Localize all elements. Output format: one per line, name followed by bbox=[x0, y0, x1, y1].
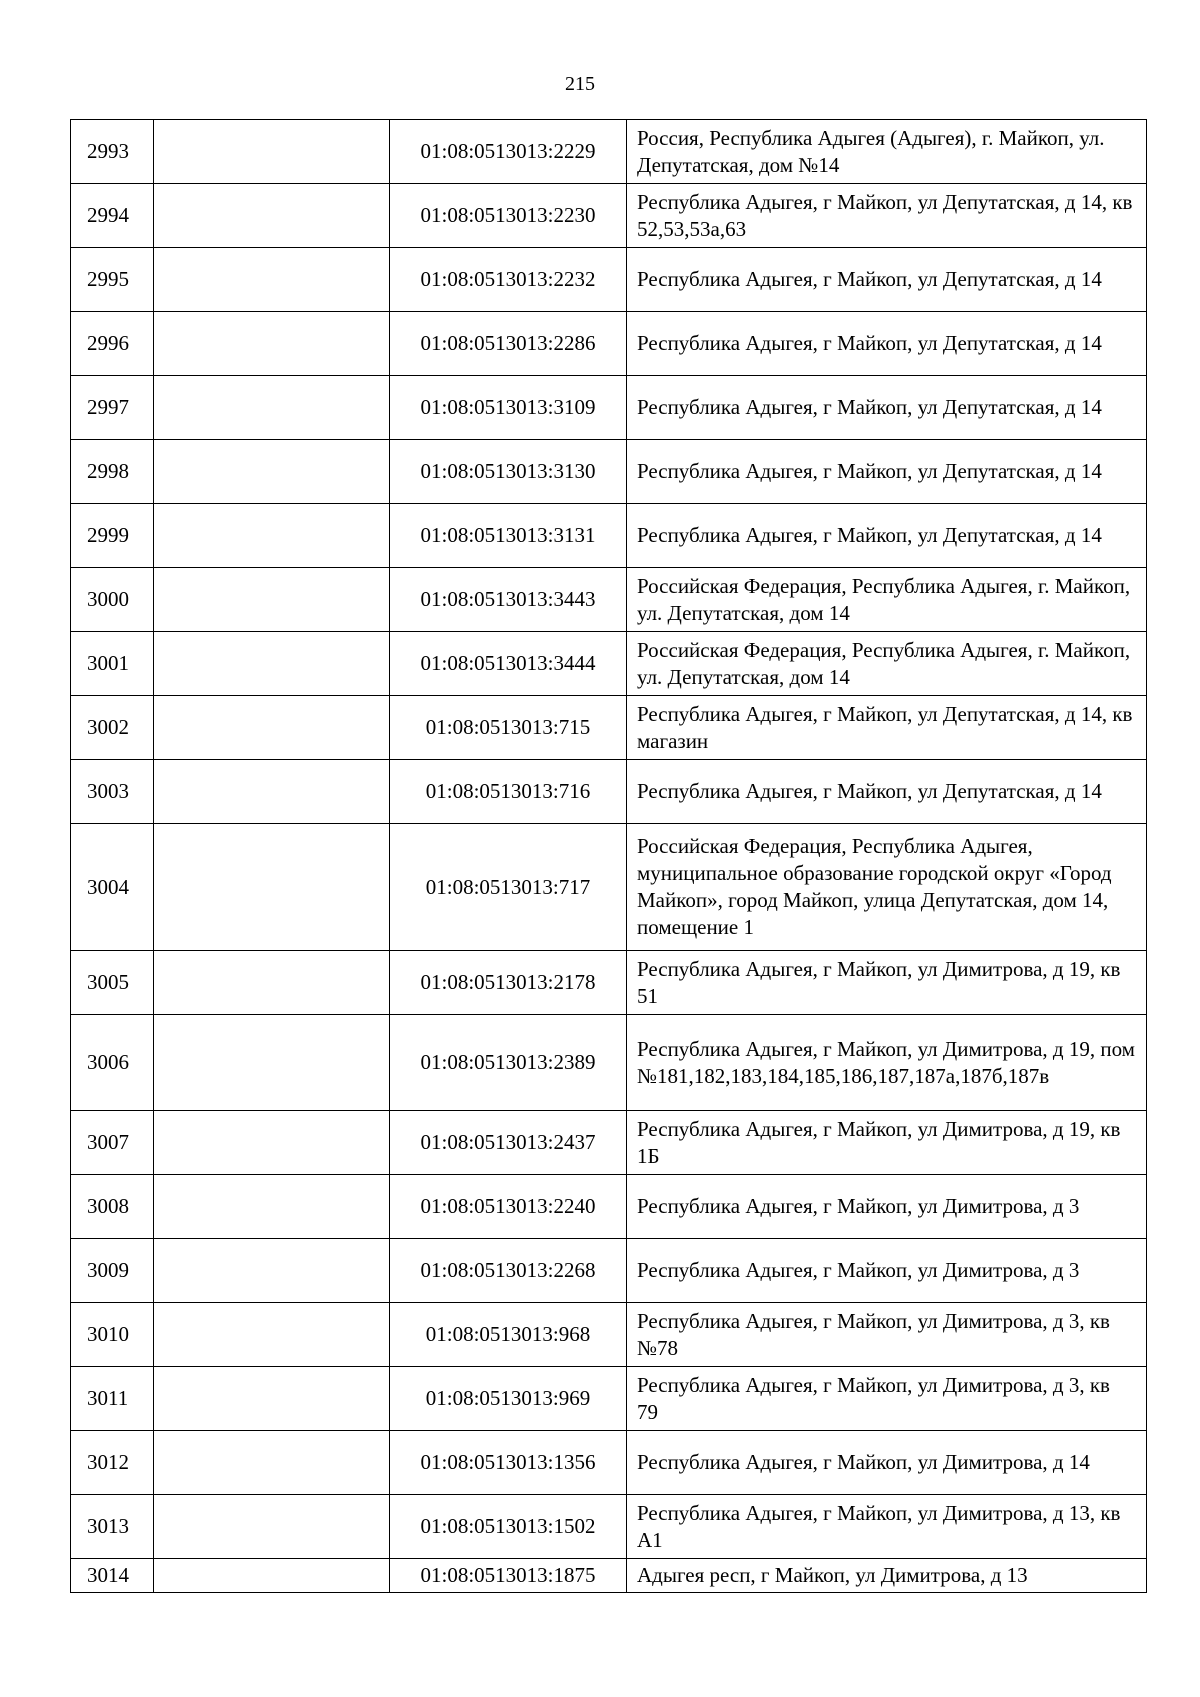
row-number-cell: 2993 bbox=[71, 120, 154, 184]
table-row bbox=[71, 1495, 1147, 1559]
cadastral-number-cell: 01:08:0513013:1502 bbox=[390, 1495, 627, 1559]
registry-table-body bbox=[71, 120, 1147, 1593]
cadastral-number-cell: 01:08:0513013:3130 bbox=[390, 440, 627, 504]
row-number-cell: 3004 bbox=[71, 824, 154, 951]
cadastral-number-cell: 01:08:0513013:2437 bbox=[390, 1111, 627, 1175]
row-number-cell: 3003 bbox=[71, 760, 154, 824]
empty-cell bbox=[154, 248, 390, 312]
table-row bbox=[71, 440, 1147, 504]
table-row bbox=[71, 951, 1147, 1015]
empty-cell bbox=[154, 951, 390, 1015]
empty-cell bbox=[154, 440, 390, 504]
table-row bbox=[71, 312, 1147, 376]
address-cell: Республика Адыгея, г Майкоп, ул Димитрова, д 14 bbox=[627, 1431, 1147, 1495]
address-cell: Республика Адыгея, г Майкоп, ул Димитрова, д 19, кв 1Б bbox=[627, 1111, 1147, 1175]
row-number-cell: 3007 bbox=[71, 1111, 154, 1175]
registry-table bbox=[70, 119, 1147, 1593]
cadastral-number-cell: 01:08:0513013:2389 bbox=[390, 1015, 627, 1111]
empty-cell bbox=[154, 1175, 390, 1239]
table-row bbox=[71, 1431, 1147, 1495]
row-number-cell: 3000 bbox=[71, 568, 154, 632]
address-cell: Российская Федерация, Республика Адыгея, муниципальное образование городской округ «Город Майкоп», город Майкоп, улица Депутатская, дом 14, помещение 1 bbox=[627, 824, 1147, 951]
table-row bbox=[71, 184, 1147, 248]
cadastral-number-cell: 01:08:0513013:969 bbox=[390, 1367, 627, 1431]
cadastral-number-cell: 01:08:0513013:2232 bbox=[390, 248, 627, 312]
empty-cell bbox=[154, 312, 390, 376]
table-row bbox=[71, 1111, 1147, 1175]
address-cell: Республика Адыгея, г Майкоп, ул Димитрова, д 3 bbox=[627, 1175, 1147, 1239]
address-cell: Республика Адыгея, г Майкоп, ул Депутатская, д 14 bbox=[627, 504, 1147, 568]
cadastral-number-cell: 01:08:0513013:3444 bbox=[390, 632, 627, 696]
table-row bbox=[71, 568, 1147, 632]
empty-cell bbox=[154, 696, 390, 760]
address-cell: Республика Адыгея, г Майкоп, ул Димитрова, д 19, пом №181,182,183,184,185,186,187,187а,187б,187в bbox=[627, 1015, 1147, 1111]
cadastral-number-cell: 01:08:0513013:1875 bbox=[390, 1559, 627, 1593]
empty-cell bbox=[154, 1239, 390, 1303]
cadastral-number-cell: 01:08:0513013:2286 bbox=[390, 312, 627, 376]
cadastral-number-cell: 01:08:0513013:715 bbox=[390, 696, 627, 760]
empty-cell bbox=[154, 1111, 390, 1175]
row-number-cell: 3001 bbox=[71, 632, 154, 696]
address-cell: Российская Федерация, Республика Адыгея, г. Майкоп, ул. Депутатская, дом 14 bbox=[627, 568, 1147, 632]
empty-cell bbox=[154, 568, 390, 632]
row-number-cell: 2996 bbox=[71, 312, 154, 376]
address-cell: Республика Адыгея, г Майкоп, ул Депутатская, д 14, кв магазин bbox=[627, 696, 1147, 760]
row-number-cell: 3002 bbox=[71, 696, 154, 760]
address-cell: Республика Адыгея, г Майкоп, ул Депутатская, д 14 bbox=[627, 312, 1147, 376]
address-cell: Республика Адыгея, г Майкоп, ул Депутатская, д 14, кв 52,53,53а,63 bbox=[627, 184, 1147, 248]
address-cell: Россия, Республика Адыгея (Адыгея), г. Майкоп, ул. Депутатская, дом №14 bbox=[627, 120, 1147, 184]
empty-cell bbox=[154, 1303, 390, 1367]
address-cell: Республика Адыгея, г Майкоп, ул Димитрова, д 3, кв №78 bbox=[627, 1303, 1147, 1367]
address-cell: Республика Адыгея, г Майкоп, ул Депутатская, д 14 bbox=[627, 376, 1147, 440]
table-row bbox=[71, 1175, 1147, 1239]
address-cell: Республика Адыгея, г Майкоп, ул Депутатская, д 14 bbox=[627, 248, 1147, 312]
cadastral-number-cell: 01:08:0513013:717 bbox=[390, 824, 627, 951]
row-number-cell: 3010 bbox=[71, 1303, 154, 1367]
cadastral-number-cell: 01:08:0513013:2240 bbox=[390, 1175, 627, 1239]
row-number-cell: 2999 bbox=[71, 504, 154, 568]
row-number-cell: 3013 bbox=[71, 1495, 154, 1559]
table-row bbox=[71, 1367, 1147, 1431]
table-row bbox=[71, 1239, 1147, 1303]
row-number-cell: 2997 bbox=[71, 376, 154, 440]
row-number-cell: 2995 bbox=[71, 248, 154, 312]
row-number-cell: 3009 bbox=[71, 1239, 154, 1303]
cadastral-number-cell: 01:08:0513013:2178 bbox=[390, 951, 627, 1015]
empty-cell bbox=[154, 1495, 390, 1559]
row-number-cell: 3008 bbox=[71, 1175, 154, 1239]
table-row bbox=[71, 504, 1147, 568]
address-cell: Республика Адыгея, г Майкоп, ул Димитрова, д 19, кв 51 bbox=[627, 951, 1147, 1015]
empty-cell bbox=[154, 184, 390, 248]
row-number-cell: 3006 bbox=[71, 1015, 154, 1111]
row-number-cell: 3012 bbox=[71, 1431, 154, 1495]
table-row bbox=[71, 1559, 1147, 1593]
cadastral-number-cell: 01:08:0513013:3443 bbox=[390, 568, 627, 632]
cadastral-number-cell: 01:08:0513013:716 bbox=[390, 760, 627, 824]
row-number-cell: 3011 bbox=[71, 1367, 154, 1431]
empty-cell bbox=[154, 1431, 390, 1495]
address-cell: Республика Адыгея, г Майкоп, ул Депутатская, д 14 bbox=[627, 440, 1147, 504]
empty-cell bbox=[154, 504, 390, 568]
cadastral-number-cell: 01:08:0513013:1356 bbox=[390, 1431, 627, 1495]
cadastral-number-cell: 01:08:0513013:2230 bbox=[390, 184, 627, 248]
address-cell: Адыгея респ, г Майкоп, ул Димитрова, д 13 bbox=[627, 1559, 1147, 1593]
row-number-cell: 3005 bbox=[71, 951, 154, 1015]
table-row bbox=[71, 760, 1147, 824]
empty-cell bbox=[154, 376, 390, 440]
empty-cell bbox=[154, 632, 390, 696]
row-number-cell: 2998 bbox=[71, 440, 154, 504]
empty-cell bbox=[154, 1015, 390, 1111]
row-number-cell: 2994 bbox=[71, 184, 154, 248]
cadastral-number-cell: 01:08:0513013:3109 bbox=[390, 376, 627, 440]
empty-cell bbox=[154, 1367, 390, 1431]
page-number: 215 bbox=[565, 73, 595, 95]
address-cell: Российская Федерация, Республика Адыгея, г. Майкоп, ул. Депутатская, дом 14 bbox=[627, 632, 1147, 696]
empty-cell bbox=[154, 824, 390, 951]
address-cell: Республика Адыгея, г Майкоп, ул Димитрова, д 13, кв А1 bbox=[627, 1495, 1147, 1559]
cadastral-number-cell: 01:08:0513013:3131 bbox=[390, 504, 627, 568]
cadastral-number-cell: 01:08:0513013:968 bbox=[390, 1303, 627, 1367]
table-row bbox=[71, 120, 1147, 184]
cadastral-number-cell: 01:08:0513013:2268 bbox=[390, 1239, 627, 1303]
empty-cell bbox=[154, 760, 390, 824]
empty-cell bbox=[154, 1559, 390, 1593]
address-cell: Республика Адыгея, г Майкоп, ул Димитрова, д 3 bbox=[627, 1239, 1147, 1303]
table-row bbox=[71, 824, 1147, 951]
address-cell: Республика Адыгея, г Майкоп, ул Депутатская, д 14 bbox=[627, 760, 1147, 824]
table-row bbox=[71, 248, 1147, 312]
address-cell: Республика Адыгея, г Майкоп, ул Димитрова, д 3, кв 79 bbox=[627, 1367, 1147, 1431]
table-row bbox=[71, 1015, 1147, 1111]
row-number-cell: 3014 bbox=[71, 1559, 154, 1593]
cadastral-number-cell: 01:08:0513013:2229 bbox=[390, 120, 627, 184]
table-row bbox=[71, 1303, 1147, 1367]
empty-cell bbox=[154, 120, 390, 184]
table-row bbox=[71, 696, 1147, 760]
table-row bbox=[71, 376, 1147, 440]
table-row bbox=[71, 632, 1147, 696]
